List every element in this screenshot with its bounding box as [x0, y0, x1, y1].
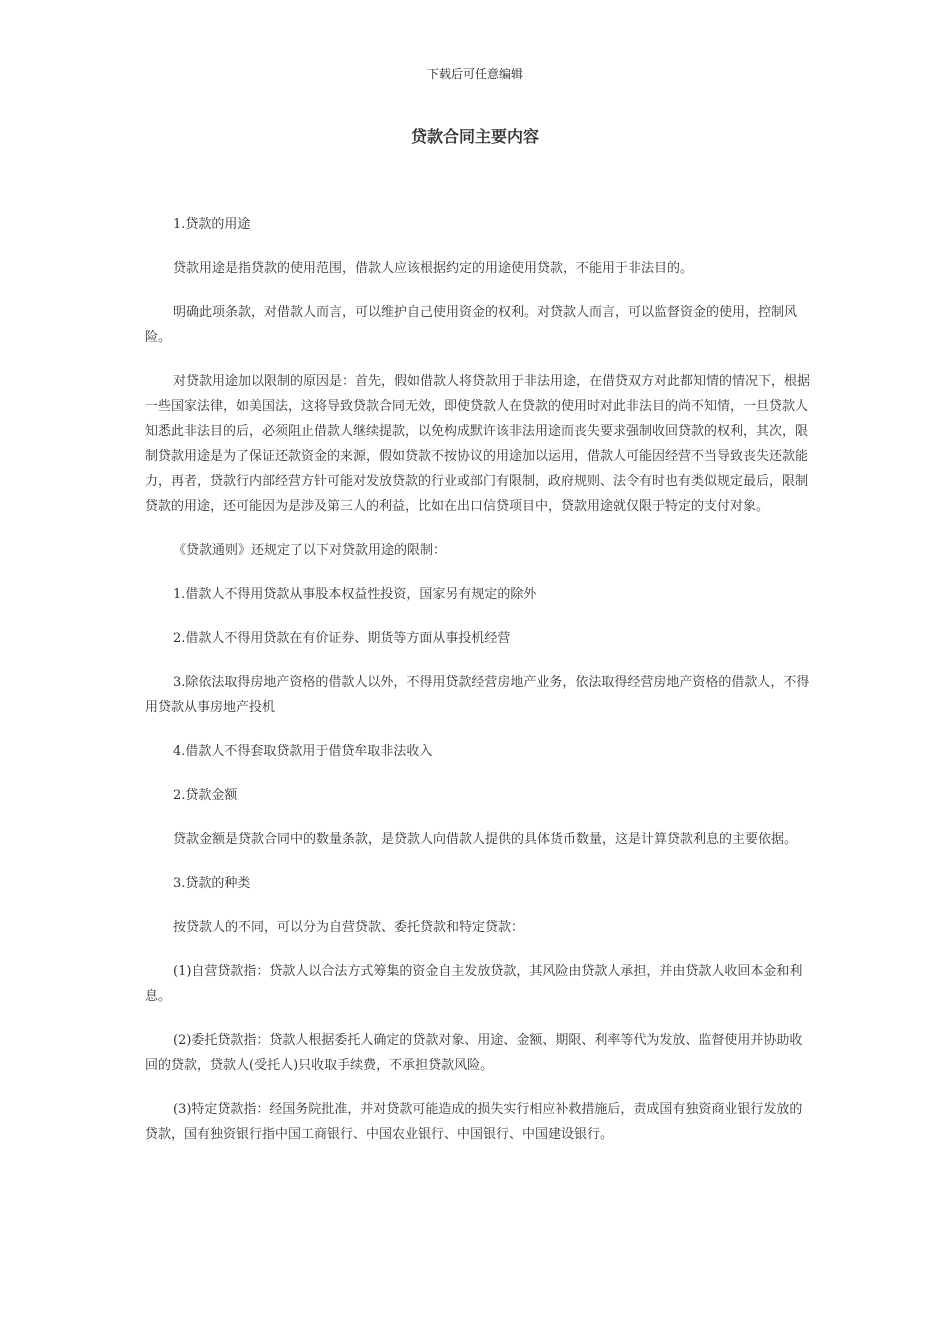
document-title: 贷款合同主要内容	[410, 127, 539, 146]
document-body	[145, 212, 811, 1166]
paragraph: 贷款用途是指贷款的使用范围，借款人应该根据约定的用途使用贷款，不能用于非法目的。	[173, 261, 694, 276]
section-heading-types: 3.贷款的种类	[173, 876, 251, 891]
paragraph: 《贷款通则》还规定了以下对贷款用途的限制：	[173, 543, 447, 558]
list-item: (1)自营贷款指：贷款人以合法方式筹集的资金自主发放贷款，其风险由贷款人承担，并由贷款人收回本金和利息。	[145, 964, 803, 1004]
paragraph: 明确此项条款，对借款人而言，可以维护自己使用资金的权利。对贷款人而言，可以监督资金的使用，控制风险。	[145, 305, 798, 345]
list-item: 3.除依法取得房地产资格的借款人以外，不得用贷款经营房地产业务，依法取得经营房地产资格的借款人，不得用贷款从事房地产投机	[145, 675, 810, 715]
list-item: 1.借款人不得用贷款从事股本权益性投资，国家另有规定的除外	[173, 587, 537, 602]
list-item: 2.借款人不得用贷款在有价证券、期货等方面从事投机经营	[173, 631, 511, 646]
paragraph: 对贷款用途加以限制的原因是：首先，假如借款人将贷款用于非法用途，在借贷双方对此都知情的情况下，根据一些国家法律，如美国法，这将导致贷款合同无效，即使贷款人在贷款的使用时对此非法目的尚不知情，一旦贷款人知悉此非法目的后，必须阻止借款人继续提款，以免构成默许该非法用途而丧失要求强制收回贷款的权利，其次，限制贷款用途是为了保证还款资金的来源，假如贷款不按协议的用途加以运用，借款人可能因经营不当导致丧失还款能力，再者，贷款行内部经营方针可能对发放贷款的行业或部门有限制，政府规则、法令有时也有类似规定最后，限制贷款的用途，还可能因为是涉及第三人的利益，比如在出口信贷项目中，贷款用途就仅限于特定的支付对象。	[145, 374, 811, 514]
section-heading-amount: 2.贷款金额	[173, 788, 238, 803]
list-item: (2)委托贷款指：贷款人根据委托人确定的贷款对象、用途、金额、期限、利率等代为发放、监督使用并协助收回的贷款，贷款人(受托人)只收取手续费，不承担贷款风险。	[145, 1033, 803, 1073]
list-item: (3)特定贷款指：经国务院批准，并对贷款可能造成的损失实行相应补救措施后，责成国有独资商业银行发放的贷款，国有独资银行指中国工商银行、中国农业银行、中国银行、中国建设银行。	[145, 1102, 803, 1142]
list-item: 4.借款人不得套取贷款用于借贷牟取非法收入	[173, 744, 433, 759]
paragraph: 贷款金额是贷款合同中的数量条款，是贷款人向借款人提供的具体货币数量，这是计算贷款利息的主要依据。	[173, 832, 798, 847]
header-note: 下载后可任意编辑	[426, 67, 523, 81]
section-heading-purpose: 1.贷款的用途	[173, 217, 251, 232]
paragraph: 按贷款人的不同，可以分为自营贷款、委托贷款和特定贷款：	[173, 920, 525, 935]
